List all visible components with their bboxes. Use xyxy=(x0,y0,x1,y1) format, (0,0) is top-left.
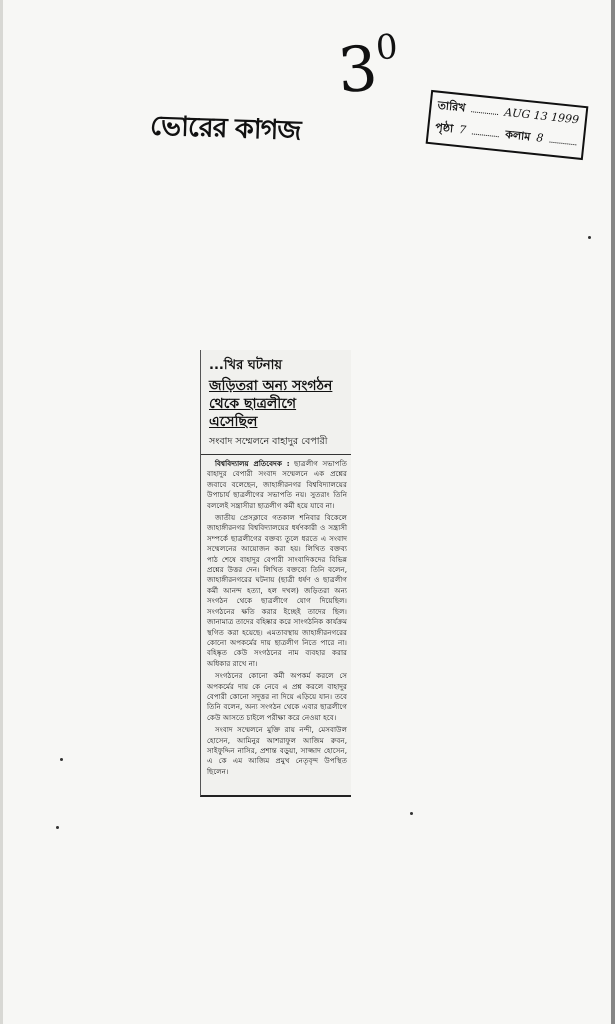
article-byline: বিশ্ববিদ্যালয় প্রতিবেদক : xyxy=(215,459,290,468)
page-edge-right xyxy=(611,0,615,1024)
article-paragraph: জাতীয় প্রেসক্লাবে গতকাল শনিবার বিকেলে জাহাঙ্গীরনগর বিশ্ববিদ্যালয়ের ধর্ষণকারী ও সন্ত্রাসী সম্পর্কে ছাত্রলীগের বক্তব্য তুলে ধরতে এ সংবাদ সম্মেলনের আয়োজন করা হয়। লিখিত বক্তব্য পাঠ শেষে বাহাদুর বেপারী সাংবাদিকদের বিভিন্ন প্রশ্নের উত্তর দেন। লিখিত বক্তব্যে তিনি বলেন, জাহাঙ্গীরনগরের ঘটনায় (ছাত্রী ধর্ষণ ও ছাত্রলীগ কর্মী আনন্দ হত্যা, হল দখল) জড়িতরা অন্য সংগঠন থেকে ছাত্রলীগে যোগ দিয়েছিল। সংগঠনের ক্ষতি করার ইচ্ছেই তাদের ছিল। জানামাত্র তাদের বহিষ্কার করে সাংগঠনিক কার্যক্রম স্থগিত করা হয়েছে। এমতাবস্থায় জাহাঙ্গীরনগরের কোনো অপকর্মের দায় ছাত্রলীগ নিতে পারে না। বহিষ্কৃত কেউ সংগঠনের নাম ব্যবহার করার অধিকার রাখে না। xyxy=(207,513,347,668)
stamp-page-label: পৃষ্ঠা xyxy=(434,120,454,136)
annotation-superscript: 0 xyxy=(374,26,400,69)
stamp-date-value: AUG 13 1999 xyxy=(503,105,580,127)
article-subheadline: সংবাদ সম্মেলনে বাহাদুর বেপারী xyxy=(201,433,351,455)
headline-line-3: থেকে ছাত্রলীগে এসেছিল xyxy=(209,396,297,430)
newspaper-masthead: ভোরের কাগজ xyxy=(149,110,302,147)
article-paragraph: ছাত্রলীগ সভাপতি বাহাদুর বেপারী সংবাদ সম্মেলনে এক প্রশ্নের জবাবে বলেছেন, জাহাঙ্গীরনগর বিশ্ববিদ্যালয়ের উপাচার্য ছাত্রলীগের সভাপতি নয়। সুতরাং তিনি বললেই সন্ত্রাসীরা ছাত্রলীগ কর্মী হয়ে যাবে না। xyxy=(207,459,347,510)
article-paragraph: সংবাদ সম্মেলনে মুক্তি রায় নন্দী, মেসবাউল হোসেন, আমিনুর আশরাফুল আজিম রুবন, সাইফুদ্দিন নাসির, প্রশান্ত বড়ুয়া, সাজ্জাদ হোসেন, এ কে এম আজিম প্রমুখ নেতৃবৃন্দ উপস্থিত ছিলেন। xyxy=(207,725,347,776)
stamp-column-value: 8 xyxy=(535,131,544,145)
news-clipping xyxy=(200,350,351,797)
scan-speck xyxy=(588,236,591,239)
stamp-date-label: তারিখ xyxy=(437,98,467,115)
stamp-dots xyxy=(471,103,499,115)
page-edge-left xyxy=(0,0,3,1024)
scan-speck xyxy=(60,758,63,761)
article-headline xyxy=(201,350,351,433)
stamp-dots xyxy=(472,125,500,137)
headline-line-1: ...খির ঘটনায় xyxy=(209,358,283,373)
scan-speck xyxy=(56,826,59,829)
stamp-page-value: 7 xyxy=(458,123,467,137)
handwritten-annotation xyxy=(335,26,401,108)
article-body xyxy=(201,455,351,777)
annotation-number: 3 xyxy=(335,31,380,108)
stamp-column-label: কলাম xyxy=(504,127,532,144)
stamp-dots xyxy=(549,134,577,146)
headline-line-2: জড়িতরা অন্য সংগঠন xyxy=(209,378,333,394)
article-paragraph: সংগঠনের কোনো কর্মী অপকর্ম করলে সে অপকর্মের দায় কে নেবে এ প্রশ্ন করলে বাহাদুর বেপারী কোনো সদুত্তর না দিয়ে এড়িয়ে যান। তবে তিনি বলেন, অন্য সংগঠন থেকে এবার ছাত্রলীগে কেউ আসতে চাইলে পরীক্ষা করে নেওয়া হবে। xyxy=(207,671,347,722)
date-stamp xyxy=(426,90,589,160)
scan-speck xyxy=(410,812,413,815)
